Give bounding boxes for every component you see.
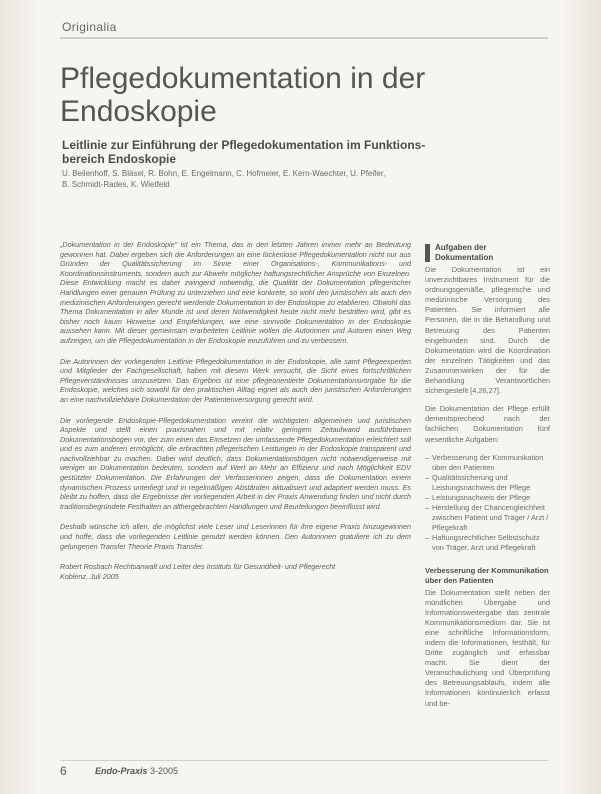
subheading-line-2: über den Patienten — [425, 575, 494, 585]
journal-issue: 3-2005 — [150, 766, 179, 776]
list-item: – Herstellung der Chancengleichheit zwischen Patient und Träger / Arzt / Pflegekraft — [425, 503, 550, 533]
author-list — [62, 169, 532, 190]
subtitle-line-1: Leitlinie zur Einführung der Pflegedokumentation im Funktions- — [62, 138, 426, 152]
intro-column — [60, 240, 411, 592]
list-item: – Verbesserung der Kommunikation über den Patienten — [425, 453, 550, 473]
sidebar-paragraph-2: Die Dokumentation der Pflege erfüllt dementsprechend nach der fachlichen Dokumentation fünf wesentliche Aufgaben: — [425, 404, 550, 444]
subheading-line-1: Verbesserung der Kommunikation — [425, 565, 549, 575]
intro-paragraph-4: Deshalb wünsche ich allen, die möglichst viele Leser und Leserinnen für ihre eigene Praxis hinzugewinnen und hoffe, dass die vorliegenden Leitlinie genutzt werden können. Den Autorinnen gratuliere ich zu dem gelungenen Transfer Theorie Praxis Transfer. — [60, 522, 411, 551]
heading-marker — [425, 244, 430, 262]
list-item: – Leistungsnachweis der Pflege — [425, 493, 550, 503]
intro-paragraph-2: Die Autorinnen der vorliegenden Leitlinie Pflegedokumentation in der Endoskopie, alle samt Pflegeexperten und Mitglieder der Fachgesellschaft, haben mit diesem Werk versucht, die Sicht eines fortschrittlichen Pflegeverständnisses umzusetzen. Das Ergebnis ist eine pflegeorientierte Dokumentationsvorgabe für die Endoskopie, welches sich sowohl für den praktischen Alltag eignet als auch den juristischen Anforderungen an eine nachvollziehbare Dokumentation der Patientenversorgung gerecht wird. — [60, 356, 411, 404]
journal-name: Endo-Praxis — [95, 766, 148, 776]
authors-line-2: B. Schmidt-Rades, K. Wietfeld — [62, 179, 170, 189]
subtitle-line-2: bereich Endoskopie — [62, 152, 177, 166]
sidebar-heading — [425, 243, 550, 263]
tasks-list — [425, 453, 550, 554]
footer-divider — [60, 760, 548, 761]
sidebar-paragraph-1: Die Dokumentation ist ein unverzichtbares Instrument für die ordnungsgemäße, pflegerische und medizinische Versorgung des Patienten. Sie informiert alle Personen, die in die Behandlung und Betreuung des Patienten eingebunden sind. Durch die Dokumentation wird die Koordination der einzelnen Tätigkeiten und das Zusammenwirken der für die Behandlung Verantwortlichen sichergestellt [4,26,27]. — [425, 265, 550, 396]
sidebar-heading-line-2: Dokumentation — [435, 253, 494, 262]
sidebar-paragraph-3: Die Dokumentation stellt neben der mündlichen Übergabe und Informationsweitergabe das zentrale Kommunikationsmedium dar. Sie ist eine schriftliche Informationsform, indem die Informationen, festhält, für Dritte zugänglich und erfassbar macht. Sie dient der Veranschaulichung und Überprüfung des Betreuungsablaufs, indem alle Informationen kontinuierlich erfasst und be- — [425, 587, 550, 708]
signature-line-1: Robert Rosbach Rechtsanwalt und Leiter des Instituts für Gesundheit- und Pflegerecht — [60, 562, 336, 572]
title-line-2: Endoskopie — [60, 95, 217, 128]
top-divider — [60, 37, 548, 39]
signature-line-2: Koblenz, Juli 2005 — [60, 571, 119, 581]
intro-paragraph-1: „Dokumentation in der Endoskopie" ist ein Thema, das in den letzten Jahren immer mehr an Bedeutung gewonnen hat. Dabei ergeben sich die Anforderungen an eine lückenlose Pflegedokumentation nicht nur aus Gründen der Qualitätssicherung im Sinne einer Organisations-, Kommunikations- und Koordinationsinstruments, sondern auch zur Abwehr möglicher haftungsrechtlicher Ansprüche von Einzelnen. Diese Entwicklung macht es daher zwingend notwendig, die Qualität der Dokumentation pflegerischer Handlungen einer genauen Prüfung zu unterziehen und eine konkrete, so wohl den juristischen als auch den medizinischen Anforderungen gerecht werdende Dokumentation in der Endoskopie zu etablieren. Obwohl das Thema Dokumentation in aller Munde ist und deren Notwendigkeit heute nicht mehr bestritten wird, gibt es bisher noch kaum Hinweise und Empfehlungen, wie eine sinnvolle Dokumentation in der Endoskopie aussehen kann. Mit dieser gemeinsam erarbeiteten Leitlinie wollen die Autorinnen und Autoren einen Weg aufzeigen, um die Pflegedokumentation in der Endoskopie einzuführen und zu verbessern. — [60, 240, 411, 345]
list-item: – Haftungsrechtlicher Selbstschutz von Träger, Arzt und Pflegekraft — [425, 533, 550, 553]
page-number: 6 — [60, 764, 67, 778]
journal-reference — [95, 766, 178, 776]
sidebar-subheading — [425, 566, 550, 586]
intro-paragraph-3: Die vorliegende Endoskopie-Pflegedokumentation vereint die wichtigsten allgemeinen und juristischen Aspekte und stellt einen praxisnahen und mit relativ geringem Zeitaufwand ausführbaren Dokumentationsbogen vor, der zum einen das Einsetzen der umfassende Pflegedokumentation erleichtert soll und es zum anderen ermöglicht, die erbrachten pflegerischen Leistungen in der Endoskopie transparent und nachvollziehbar zu machen. Dabei wird deutlich, dass Dokumentationsbögen nicht notwendigerweise mit weniger an Dokumentation bedeuten, sondern auf Wert an Mehr an Effizienz und nach Möglichkeit EDV gestützter Dokumentation. Die Erfahrungen der Verfasserinnen zeigen, dass die Dokumentation einem dynamischen Prozess unterliegt und in regelmäßigen Abständen aktualisiert und adaptiert werden muss. Es bleibt zu hoffen, dass die Ergebnisse der vorliegenden Arbeit in der Praxis Anwendung finden und nicht durch traditionsbegründete Festhalten an althergebrachten Handlungen und Beurteilungen beeinflusst wird. — [60, 415, 411, 511]
sidebar-heading-line-1: Aufgaben der — [435, 243, 487, 252]
sidebar-column — [425, 243, 550, 717]
title-line-1: Pflegedokumentation in der — [60, 62, 426, 95]
signature — [60, 562, 411, 581]
article-title — [60, 62, 520, 128]
article-subtitle — [62, 138, 532, 166]
list-item: – Qualitätssicherung und Leistungsnachweis der Pflege — [425, 473, 550, 493]
section-label: Originalia — [62, 20, 117, 34]
authors-line-1: U. Beilenhoff, S. Bläsel, R. Bohn, E. Engelmann, C. Hofmeier, E. Kern-Waechter, U. Pfeifer, — [62, 169, 386, 178]
